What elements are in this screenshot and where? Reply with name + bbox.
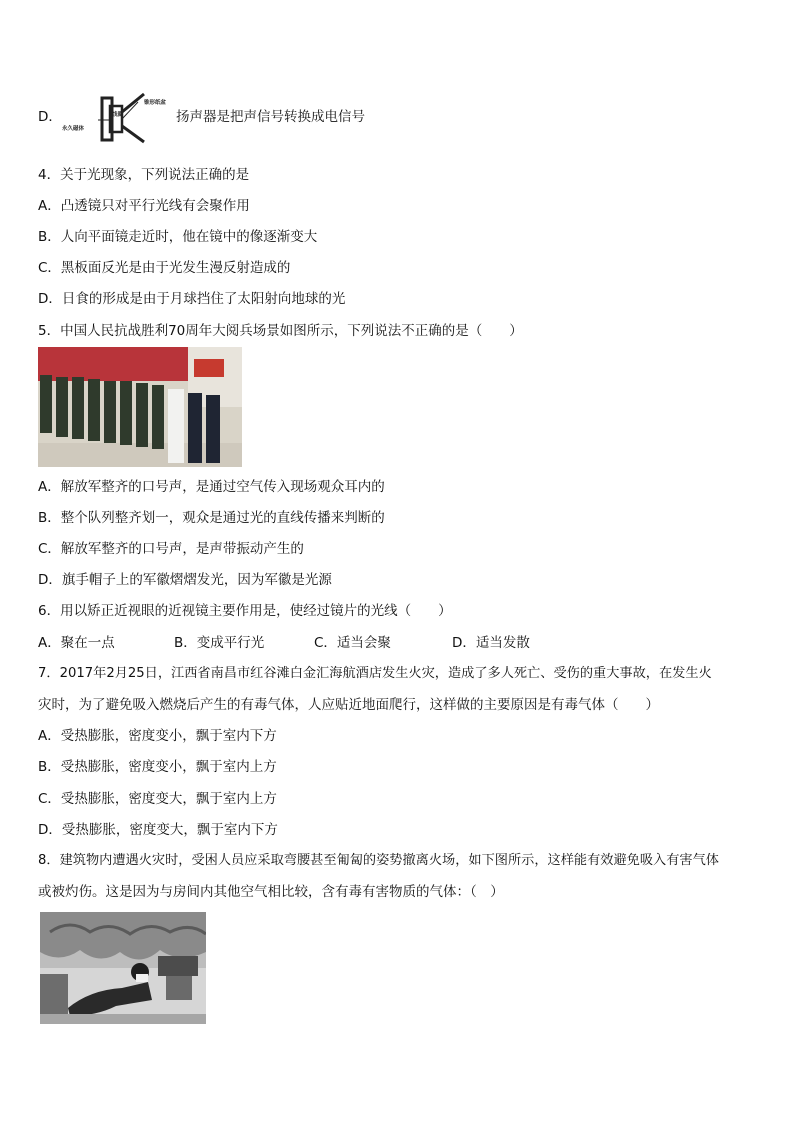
q4-option-a: A．凸透镜只对平行光线有会聚作用: [38, 198, 250, 214]
fire-escape-illustration: [40, 912, 206, 1024]
q8-stem-line1: 8．建筑物内遭遇火灾时，受困人员应采取弯腰甚至匍匐的姿势撤离火场，如下图所示，这样能有效避免吸入有害气体: [38, 853, 719, 868]
q5-stem: 5．中国人民抗战胜利70周年大阅兵场景如图所示，下列说法不正确的是（ ）: [38, 323, 523, 339]
q6-stem: 6．用以矫正近视眼的近视镜主要作用是，使经过镜片的光线（ ）: [38, 603, 452, 619]
q6-option-d: D．适当发散: [452, 635, 530, 651]
diagram-label-magnet: 永久磁体: [62, 126, 85, 132]
diagram-label-coil: 线圈: [112, 112, 124, 118]
q7-option-b: B．受热膨胀，密度变小，飘于室内上方: [38, 759, 277, 775]
q3-option-d-text: 扬声器是把声信号转换成电信号: [176, 109, 365, 125]
q5-option-a: A．解放军整齐的口号声，是通过空气传入现场观众耳内的: [38, 479, 385, 495]
q5-option-d: D．旗手帽子上的军徽熠熠发光，因为军徽是光源: [38, 572, 332, 588]
q7-option-a: A．受热膨胀，密度变小，飘于室内下方: [38, 728, 277, 744]
q4-option-b: B．人向平面镜走近时，他在镜中的像逐渐变大: [38, 229, 318, 245]
q7-stem-line1: 7．2017年2月25日，江西省南昌市红谷滩白金汇海航酒店发生火灾，造成了多人死亡、受伤的重大事故，在发生火: [38, 666, 712, 681]
q5-option-c: C．解放军整齐的口号声，是声带振动产生的: [38, 541, 304, 557]
q7-stem-line2: 灾时，为了避免吸入燃烧后产生的有毒气体，人应贴近地面爬行，这样做的主要原因是有毒气体（ ）: [38, 697, 659, 713]
speaker-diagram: [62, 90, 174, 146]
q7-option-d: D．受热膨胀，密度变大，飘于室内下方: [38, 822, 278, 838]
q6-option-c: C．适当会聚: [314, 635, 391, 651]
q4-option-c: C．黑板面反光是由于光发生漫反射造成的: [38, 260, 291, 276]
diagram-label-cone: 锥形纸盆: [144, 100, 167, 106]
q6-option-b: B．变成平行光: [174, 635, 265, 651]
q6-options: [38, 634, 530, 652]
q4-stem: 4．关于光现象，下列说法正确的是: [38, 167, 250, 183]
q5-option-b: B．整个队列整齐划一，观众是通过光的直线传播来判断的: [38, 510, 385, 526]
q8-stem-line2: 或被灼伤。这是因为与房间内其他空气相比较，含有毒有害物质的气体：（ ）: [38, 884, 504, 900]
q6-option-a: A．聚在一点: [38, 635, 115, 651]
q3-option-d-label: D．: [38, 109, 62, 125]
q4-option-d: D．日食的形成是由于月球挡住了太阳射向地球的光: [38, 291, 346, 307]
parade-photo: [38, 347, 242, 467]
q7-option-c: C．受热膨胀，密度变大，飘于室内上方: [38, 791, 277, 807]
